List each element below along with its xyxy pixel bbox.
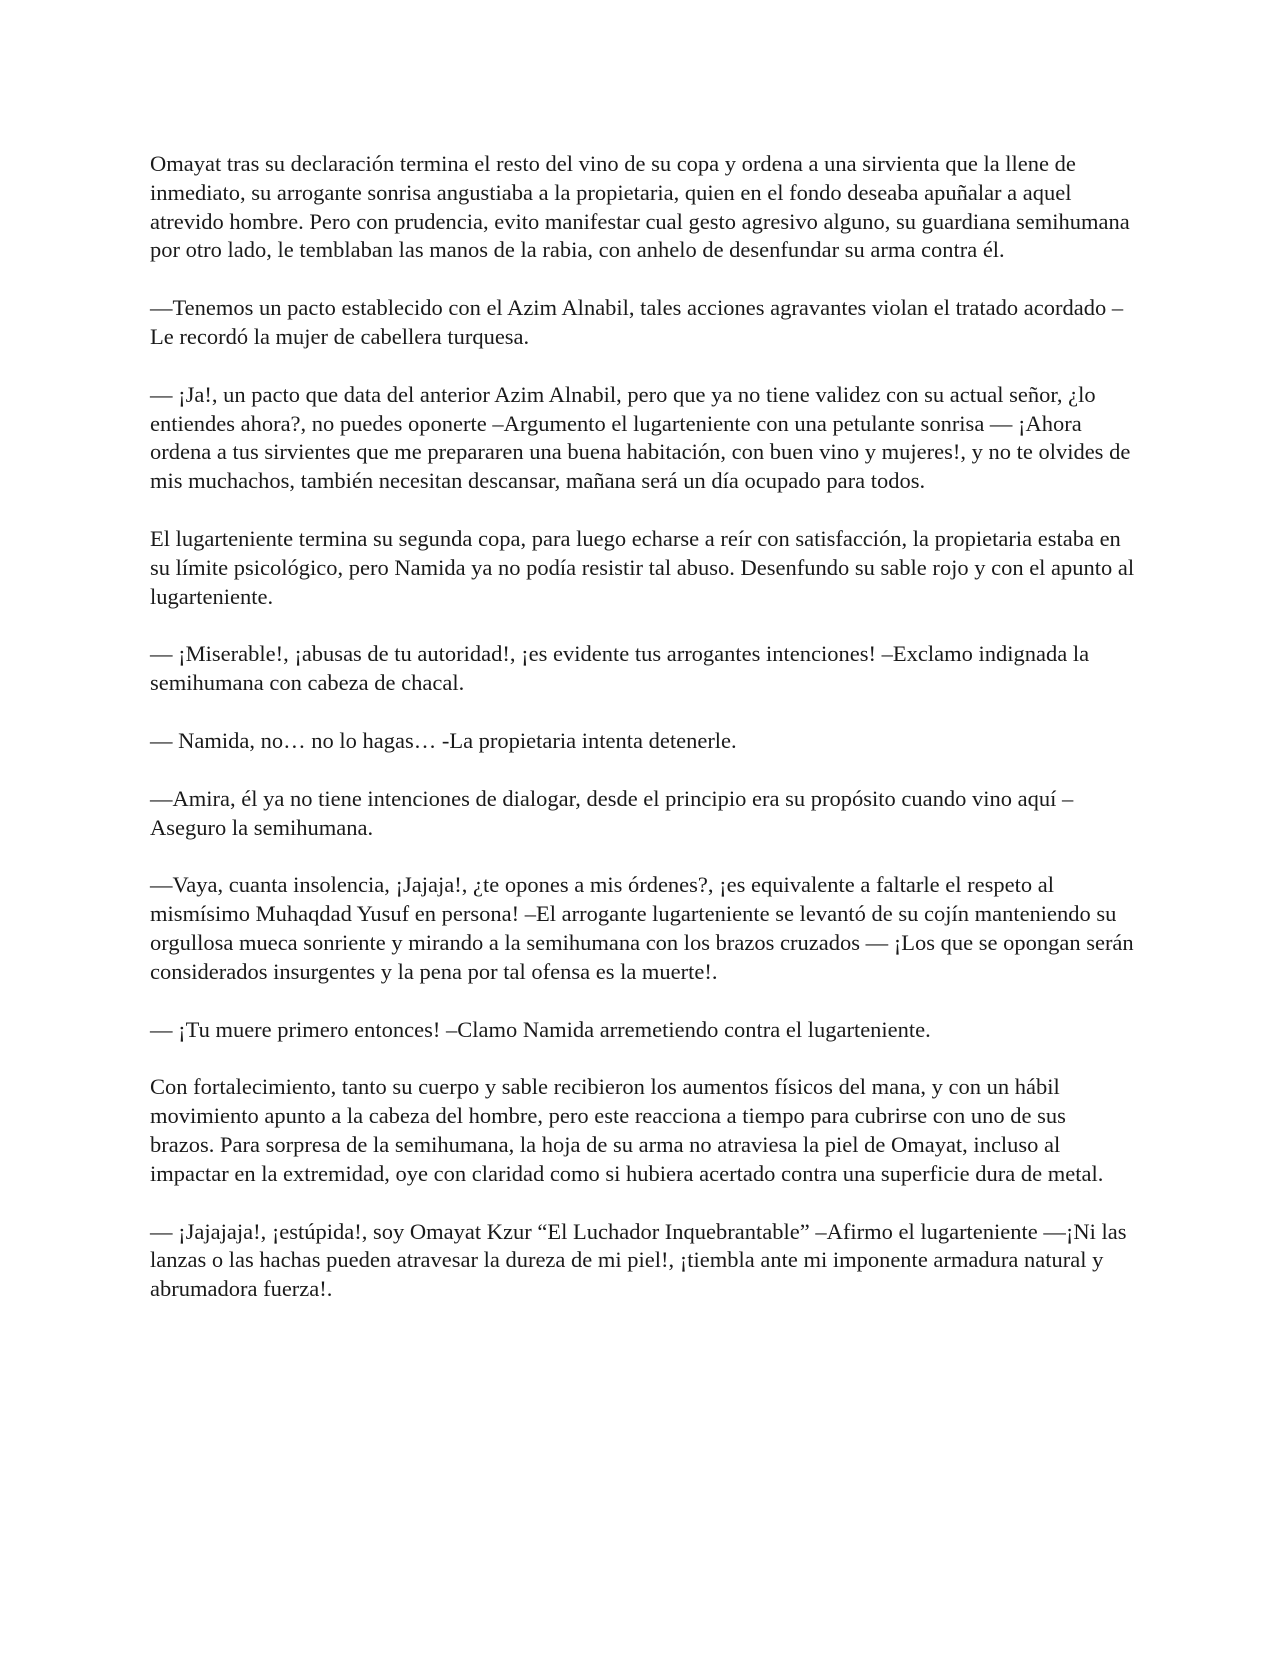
paragraph-10: Con fortalecimiento, tanto su cuerpo y sable recibieron los aumentos físicos del mana, y con un hábil movimiento apunto a la cabeza del hombre, pero este reacciona a tiempo para cubrirse con uno de sus brazos. Para sorpresa de la semihumana, la hoja de su arma no atraviesa la piel de Omayat, incluso al impactar en la extremidad, oye con claridad como si hubiera acertado contra una superficie dura de metal. <box>150 1074 1104 1186</box>
paragraph-8: —Vaya, cuanta insolencia, ¡Jajaja!, ¿te opones a mis órdenes?, ¡es equivalente a faltarle el respeto al mismísimo Muhaqdad Yusuf en persona! –El arrogante lugarteniente se levantó de su cojín manteniendo su orgullosa mueca sonriente y mirando a la semihumana con los brazos cruzados — ¡Los que se opongan serán considerados insurgentes y la pena por tal ofensa es la muerte!. <box>150 872 1134 984</box>
paragraph-1: Omayat tras su declaración termina el resto del vino de su copa y ordena a una sirvienta que la llene de inmediato, su arrogante sonrisa angustiaba a la propietaria, quien en el fondo deseaba apuñalar a aquel atrevido hombre. Pero con prudencia, evito manifestar cual gesto agresivo alguno, su guardiana semihumana por otro lado, le temblaban las manos de la rabia, con anhelo de desenfundar su arma contra él. <box>150 151 1130 263</box>
paragraph-6: — Namida, no… no lo hagas… -La propietaria intenta detenerle. <box>150 727 737 753</box>
paragraph-4: El lugarteniente termina su segunda copa, para luego echarse a reír con satisfacción, la propietaria estaba en su límite psicológico, pero Namida ya no podía resistir tal abuso. Desenfundo su sable rojo y con el apunto al lugarteniente. <box>150 525 1135 609</box>
paragraph-3: — ¡Ja!, un pacto que data del anterior Azim Alnabil, pero que ya no tiene validez con su actual señor, ¿lo entiendes ahora?, no puedes oponerte –Argumento el lugarteniente con una petulante sonrisa — ¡Ahora ordena a tus sirvientes que me prepararen una buena habitación, con buen vino y mujeres!, y no te olvides de mis muchachos, también necesitan descansar, mañana será un día ocupado para todos. <box>150 381 1131 494</box>
text-body <box>150 150 1135 1333</box>
paragraph-2: —Tenemos un pacto establecido con el Azim Alnabil, tales acciones agravantes violan el tratado acordado –Le recordó la mujer de cabellera turquesa. <box>150 295 1124 349</box>
paragraph-9: — ¡Tu muere primero entonces! –Clamo Namida arremetiendo contra el lugarteniente. <box>150 1016 931 1042</box>
paragraph-5: — ¡Miserable!, ¡abusas de tu autoridad!, ¡es evidente tus arrogantes intenciones! –Exclamo indignada la semihumana con cabeza de chacal. <box>150 641 1090 696</box>
paragraph-7: —Amira, él ya no tiene intenciones de dialogar, desde el principio era su propósito cuando vino aquí –Aseguro la semihumana. <box>150 785 1074 840</box>
paragraph-11: — ¡Jajajaja!, ¡estúpida!, soy Omayat Kzur “El Luchador Inquebrantable” –Afirmo el lugarteniente —¡Ni las lanzas o las hachas pueden atravesar la dureza de mi piel!, ¡tiembla ante mi imponente armadura natural y abrumadora fuerza!. <box>150 1218 1127 1302</box>
